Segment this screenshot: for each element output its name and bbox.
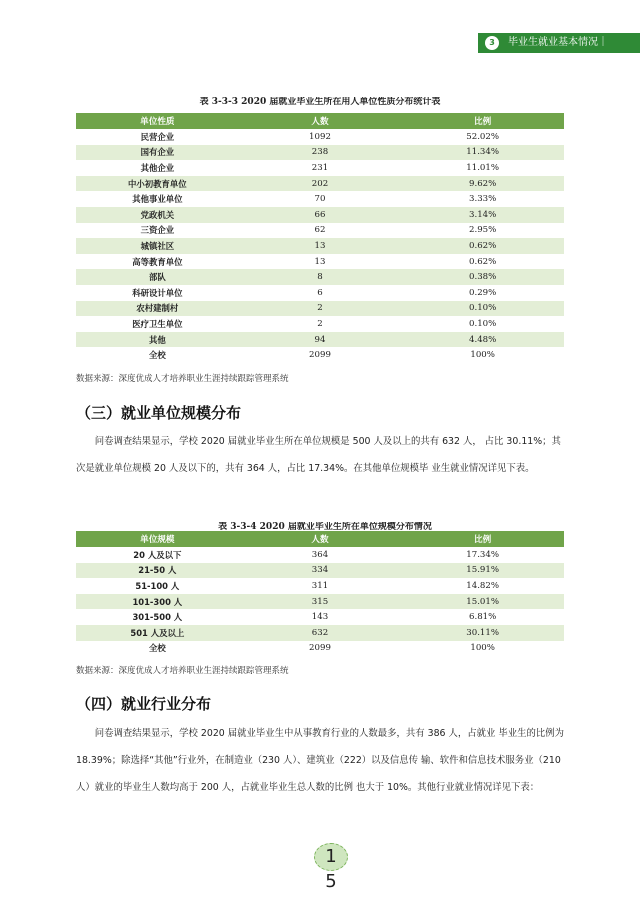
table2-count-cell: 311 [239, 578, 402, 594]
table2-row [76, 594, 564, 610]
table1-ratio-cell: 0.10% [401, 316, 564, 332]
table1-count-cell: 202 [239, 176, 402, 192]
table1-ratio-cell: 0.29% [401, 285, 564, 301]
table2-ratio-cell: 15.01% [401, 594, 564, 610]
table1-category-cell: 党政机关 [76, 207, 239, 223]
table1-count-cell: 13 [239, 238, 402, 254]
table2-category-cell: 全校 [76, 641, 239, 657]
table2-ratio-cell: 14.82% [401, 578, 564, 594]
table1-count-cell: 94 [239, 332, 402, 348]
table2-caption: 表 3-3-4 2020 届就业毕业生所在单位规模分布情况 [218, 522, 432, 530]
table2-row [76, 625, 564, 641]
table1-category-cell: 其他事业单位 [76, 191, 239, 207]
table1-category-cell: 其他企业 [76, 160, 239, 176]
table1-row [76, 285, 564, 301]
table1-count-cell: 70 [239, 191, 402, 207]
table1-row [76, 238, 564, 254]
table2-ratio-cell: 6.81% [401, 609, 564, 625]
table1-row [76, 176, 564, 192]
table1-count-cell: 2099 [239, 347, 402, 363]
table2-row [76, 563, 564, 579]
table2-category-cell: 51-100 人 [76, 578, 239, 594]
table1-ratio-cell: 0.10% [401, 301, 564, 317]
table2-row [76, 547, 564, 563]
table2-count-cell: 364 [239, 547, 402, 563]
table1-category-cell: 高等教育单位 [76, 254, 239, 270]
table1-row [76, 129, 564, 145]
table-employer-nature [76, 113, 564, 363]
table2-source: 数据来源：深度优成人才培养职业生涯持续跟踪管理系统 [76, 666, 289, 676]
section3-title: （三）就业单位规模分布 [76, 404, 242, 422]
table1-row [76, 316, 564, 332]
table2-row [76, 641, 564, 657]
table1-row [76, 254, 564, 270]
table1-ratio-cell: 0.62% [401, 254, 564, 270]
section4-paragraph: 问卷调查结果显示，学校 2020 届就业毕业生中从事教育行业的人数最多，共有 386 人，占就业 毕业生的比例为 18.39%；除选择“其他”行业外，在制造业（230 人）、建筑业（222）以及信息传 输、软件和信息技术服务业（210 人）就业的毕业生人数均高于 200 人，占就业毕业生总人数的比例 也大于 10%。其他行业就业情况详见下表： [76, 728, 564, 793]
table1-category-cell: 国有企业 [76, 145, 239, 161]
table2-ratio-cell: 15.91% [401, 563, 564, 579]
table1-header-type: 单位性质 [76, 113, 239, 129]
page-number-badge [314, 843, 348, 871]
table1-category-cell: 三资企业 [76, 223, 239, 239]
table-employer-size [76, 531, 564, 656]
table1-row [76, 269, 564, 285]
table1-row [76, 223, 564, 239]
table2-ratio-cell: 30.11% [401, 625, 564, 641]
table1-ratio-cell: 3.33% [401, 191, 564, 207]
table1-count-cell: 238 [239, 145, 402, 161]
table2-category-cell: 101-300 人 [76, 594, 239, 610]
table1-row [76, 191, 564, 207]
chapter-title: 毕业生就业基本情况｜ [508, 37, 608, 48]
table1-ratio-cell: 100% [401, 347, 564, 363]
table1-ratio-cell: 11.01% [401, 160, 564, 176]
table1-count-cell: 8 [239, 269, 402, 285]
table1-ratio-cell: 0.38% [401, 269, 564, 285]
table1-row [76, 160, 564, 176]
table2-count-cell: 2099 [239, 641, 402, 657]
table1-category-cell: 科研设计单位 [76, 285, 239, 301]
table2-category-cell: 301-500 人 [76, 609, 239, 625]
table1-category-cell: 全校 [76, 347, 239, 363]
page-number-first-digit: 1 [325, 846, 337, 867]
table2-category-cell: 21-50 人 [76, 563, 239, 579]
table1-header-count: 人数 [239, 113, 402, 129]
table1-row [76, 332, 564, 348]
table1-header-ratio: 比例 [401, 113, 564, 129]
table2-header-size: 单位规模 [76, 531, 239, 547]
table2-count-cell: 315 [239, 594, 402, 610]
table1-source: 数据来源：深度优成人才培养职业生涯持续跟踪管理系统 [76, 374, 289, 384]
table1-row [76, 301, 564, 317]
chapter-number-badge: 3 [485, 36, 499, 50]
table2-count-cell: 632 [239, 625, 402, 641]
table2-header-count: 人数 [239, 531, 402, 547]
table2-ratio-cell: 17.34% [401, 547, 564, 563]
table1-caption: 表 3-3-3 2020 届就业毕业生所在用人单位性质分布统计表 [199, 97, 441, 107]
page-number-second-digit: 5 [325, 871, 337, 892]
table1-ratio-cell: 2.95% [401, 223, 564, 239]
table1-ratio-cell: 0.62% [401, 238, 564, 254]
table2-header-ratio: 比例 [401, 531, 564, 547]
table1-count-cell: 2 [239, 316, 402, 332]
chapter-header [478, 33, 640, 53]
table1-ratio-cell: 3.14% [401, 207, 564, 223]
table1-count-cell: 62 [239, 223, 402, 239]
table1-category-cell: 民营企业 [76, 129, 239, 145]
table1-row [76, 207, 564, 223]
table2-category-cell: 501 人及以上 [76, 625, 239, 641]
table1-category-cell: 中小初教育单位 [76, 176, 239, 192]
table1-ratio-cell: 11.34% [401, 145, 564, 161]
table2-row [76, 609, 564, 625]
table1-count-cell: 2 [239, 301, 402, 317]
table1-category-cell: 部队 [76, 269, 239, 285]
table1-ratio-cell: 4.48% [401, 332, 564, 348]
table1-count-cell: 1092 [239, 129, 402, 145]
table1-ratio-cell: 9.62% [401, 176, 564, 192]
table1-count-cell: 13 [239, 254, 402, 270]
table1-category-cell: 农村建制村 [76, 301, 239, 317]
table1-row [76, 347, 564, 363]
table1-ratio-cell: 52.02% [401, 129, 564, 145]
table2-ratio-cell: 100% [401, 641, 564, 657]
table1-category-cell: 城镇社区 [76, 238, 239, 254]
table2-count-cell: 143 [239, 609, 402, 625]
table1-count-cell: 6 [239, 285, 402, 301]
table1-category-cell: 医疗卫生单位 [76, 316, 239, 332]
table2-category-cell: 20 人及以下 [76, 547, 239, 563]
table1-count-cell: 231 [239, 160, 402, 176]
table1-row [76, 145, 564, 161]
section3-paragraph: 问卷调查结果显示，学校 2020 届就业毕业生所在单位规模是 500 人及以上的共有 632 人， 占比 30.11%；其次是就业单位规模 20 人及以下的，共有 364 人，占比 17.34%。在其他单位规模毕 业生就业情况详见下表。 [76, 436, 561, 474]
table1-count-cell: 66 [239, 207, 402, 223]
table1-category-cell: 其他 [76, 332, 239, 348]
table2-count-cell: 334 [239, 563, 402, 579]
table2-row [76, 578, 564, 594]
section4-title: （四）就业行业分布 [76, 695, 212, 713]
